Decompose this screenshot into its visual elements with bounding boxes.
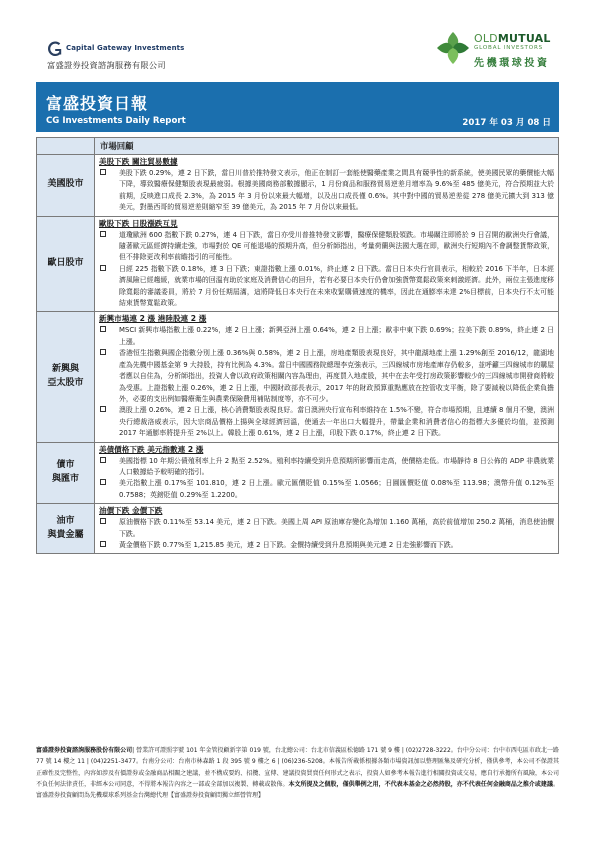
- category-bond: [37, 442, 95, 504]
- capital-gateway-logo-icon: [47, 40, 63, 58]
- disclaimer-footer: [36, 745, 559, 801]
- list-item: [99, 348, 554, 405]
- item-text: 日經 225 指數下跌 0.18%，連 3 日下跌；東證指數上漲 0.01%，終止連 2 日下跌。當日日本央行官員表示，相較於 2016 下半年，日本經濟風險已經趨緩，就業市場的回溫有助於家庭及消費信心的回升，若有必要日本央行仍會加強貨幣寬鬆政策來刺激經濟。此外，兩位主張進度移除寬鬆的審議委員，將於 7 月份任期屆滿，這將降低日本央行在未來收緊購債速度的機率，因此在通膨率未達 2%目標前，日本央行不太可能結束貨幣寬鬆政策。: [119, 264, 554, 308]
- category-label: 油市: [56, 515, 75, 526]
- capital-gateway-logo: [47, 40, 287, 70]
- footer-body: | 營業許可證照字號 101 年金管投顧新字第 019 號，台北總公司：台北市信義區松德路 171 號 9 樓 | (02)2728-3222。台中分公司：台中市西屯區市政北一路 77 號 14 樓之 11 | (04)2251-3477。台南分公司：台南市林森路 1 段 395 號 9 樓之 6 | (06)236-5208。本報告所載係根據各類市場資訊加以整理匯集及研究分析，僅供參考，本公司不保證其正確性及完整性，內容如涉及有價證券或金融商品相關之建議，並不構成要約、招攬、宣傳、建議投資買賣任何形式之表示，投資人如參考本報告進行相關投資或交易，應自行承擔所有風險，本公司不負任何法律責任，非經本公司同意，不得將本報告內容之一部或全部加以複製、轉載或散佈。: [36, 747, 559, 788]
- section-body-eu: [95, 216, 559, 312]
- list-item: [99, 517, 554, 540]
- checkbox-bullet-icon: [100, 265, 106, 271]
- market-review-table: [36, 137, 559, 554]
- category-label: 新興與: [51, 364, 79, 375]
- section-us: [37, 155, 559, 217]
- checkbox-bullet-icon: [100, 457, 106, 463]
- category-label: 債市: [56, 459, 75, 470]
- capital-gateway-name-en: Capital Gateway Investments: [66, 44, 185, 52]
- list-item: [99, 168, 554, 214]
- footer-tail: 。富盛證券投資顧問為先機環球系列基金台灣總代理【富盛證券投資顧問獨立經營管理】: [36, 780, 559, 800]
- footer-company-name: 富盛證券投資諮詢服務股份有限公司: [36, 747, 133, 754]
- section-body-us: [95, 155, 559, 217]
- checkbox-bullet-icon: [100, 406, 106, 412]
- list-item: [99, 264, 554, 310]
- checkbox-bullet-icon: [100, 349, 106, 355]
- old-mutual-name: [474, 32, 551, 45]
- report-title: 富盛投資日報: [46, 94, 149, 113]
- checkbox-bullet-icon: [100, 326, 106, 332]
- old-mutual-subtitle: GLOBAL INVESTORS: [474, 45, 544, 51]
- report-date: 2017 年 03 月 08 日: [462, 118, 551, 128]
- section-oil: [37, 504, 559, 554]
- item-text: 黃金價格下跌 0.77%至 1,215.85 美元，連 2 日下跌。金價持續受到升息預期與美元連 2 日走強影響而下跌。: [119, 540, 458, 549]
- capital-gateway-name-zh: 富盛證券投資諮詢服務有限公司: [47, 60, 166, 70]
- old-mutual-leaf-icon: [436, 31, 470, 65]
- section-title-eu: 歐股下跌 日股漲跌互見: [99, 218, 178, 228]
- list-item: [99, 405, 554, 439]
- section-body-oil: [95, 504, 559, 554]
- section-em: [37, 312, 559, 442]
- old-mutual-name-part-a: OLD: [474, 32, 498, 45]
- section-bond: [37, 442, 559, 504]
- item-text: 美股下跌 0.29%，連 2 日下跌，當日川普於推特發文表示，他正在制訂一套能使醫藥產業之間具有競爭性的新系統，使美國民眾的藥價能大幅下降，導致醫療保健類股表現最疲弱。根據美國商務部數據顯示，1 月份商品和服務貿易逆差月增率為 9.6%至 485 億美元，符合預期並大於前期，反映進口成長 2.3%，為 2015 年 3 月份以來最大幅增，以及出口成長僅 0.6%。其中對中國的貿易逆差從 278 億美元擴大到 313 億美元，對墨西哥的貿易逆差則縮窄至 39 億美元，為 2015 年 7 月份以來最低。: [119, 169, 554, 212]
- footer-notice: 本文所提及之個股，僅供舉例之用，不代表本基金之必然持股，亦不代表任何金融商品之推介或建議: [288, 780, 553, 788]
- list-item: [99, 230, 554, 264]
- category-label: 歐日股市: [47, 258, 84, 269]
- item-text: MSCI 新興市場指數上漲 0.22%，連 2 日上漲；新興亞洲上漲 0.64%，連 2 日上漲；歐非中東下跌 0.69%；拉美下跌 0.89%，終止連 2 日上漲。: [119, 326, 554, 346]
- category-label: 亞太股市: [47, 378, 84, 388]
- item-text: 澳股上漲 0.26%，連 2 日上漲，核心消費類股表現良好。當日澳洲央行宣布利率維持在 1.5%不變，符合市場預期，且連續 8 個月不變，澳洲央行總裁洛威表示，因大宗商品價格上揚與全球經濟回溫，使通去一年出口大幅提升，帶量企業和消費者信心的指標大多優於均值，並預測 2017 年通膨率將提升至 2%以上。韓股上漲 0.61%，連 2 日上漲，印股下跌 0.17%，終止連 2 日下跌。: [119, 406, 554, 438]
- checkbox-bullet-icon: [100, 479, 106, 485]
- list-item: [99, 456, 554, 479]
- checkbox-bullet-icon: [100, 518, 106, 524]
- category-eu: [37, 216, 95, 312]
- section-body-em: [95, 312, 559, 442]
- checkbox-bullet-icon: [100, 541, 106, 547]
- item-text: 美國指標 10 年期公債殖利率上升 2 點至 2.52%。殖利率持續受到升息預期所影響而走高，使價格走低。市場靜待 8 日公佈的 ADP 非農就業人口數據給予較明確的指引。: [119, 456, 554, 476]
- old-mutual-name-part-b: MUTUAL: [497, 32, 551, 45]
- old-mutual-name-zh: 先機環球投資: [474, 58, 550, 69]
- category-label: 與匯市: [51, 473, 79, 484]
- checkbox-bullet-icon: [100, 231, 106, 237]
- category-oil: [37, 504, 95, 554]
- review-header: 市場回顧: [95, 138, 559, 155]
- category-em: [37, 312, 95, 442]
- report-header: [0, 0, 595, 82]
- review-header-blank: [37, 138, 95, 155]
- section-eu: [37, 216, 559, 312]
- list-item: [99, 540, 554, 551]
- list-item: [99, 478, 554, 501]
- old-mutual-logo: [436, 31, 566, 71]
- section-title-oil: 油價下跌 金價下跌: [99, 506, 163, 516]
- category-label: 與貴金屬: [47, 529, 84, 540]
- section-body-bond: [95, 442, 559, 504]
- section-title-us: 美股下跌 關注貿易數據: [99, 157, 178, 166]
- report-subtitle: CG Investments Daily Report: [46, 116, 186, 126]
- item-text: 香港恒生指數與國企指數分別上漲 0.36%與 0.58%，連 2 日上漲，房地產類股表現良好，其中龍湖地產上漲 1.29%創至 2016/12，龍湖地產為先機中國基金第 9 大持股，持有比例為 4.3%。當日中國國務院總理李克強表示，三四線城市房地產庫存仍較多，並呼籲三四線城市的購屋者應以自住為，分析師指出，投資人會以政府政策相關內容為理由，再度買入地產股，其中在去年受打房政策影響較少的三四線城市開發商將較為受惠。上證指數上漲 0.26%，連 2 日上漲，中國財政部長表示，2017 年的財政預算重點應放在控管收支平衡，除了要減稅以降低企業負擔外，必要的支出例如醫療衛生與農業保險費用補貼制度等，亦不可少。: [119, 349, 555, 403]
- checkbox-bullet-icon: [100, 169, 106, 175]
- list-item: [99, 325, 554, 348]
- section-title-em: 新興市場連 2 漲 港陸股連 2 漲: [99, 314, 207, 324]
- category-us: [37, 155, 95, 217]
- item-text: 原油價格下跌 0.11%至 53.14 美元，連 2 日下跌。美國上周 API 原油庫存變化為增加 1.160 萬桶，高於前值增加 250.2 萬桶，消息使油價下跌。: [119, 518, 554, 538]
- item-text: 道瓊歐洲 600 指數下跌 0.27%，連 4 日下跌，當日亦受川普推特發文影響，醫療保健類股領跌。市場關注即將於 9 日召開的歐洲央行會議，隨著歐元區經濟持續走強，市場對於 QE 可能退場的預期升高，但分析師指出，考量荷蘭與法國大選在即，歐洲央行短期內不會調整貨幣政策，但不排除更改利率前瞻指引的可能性。: [119, 230, 554, 262]
- title-banner: [36, 82, 559, 132]
- category-label: 美國股市: [47, 179, 84, 190]
- section-title-bond: 美債價格下跌 美元指數連 2 漲: [99, 444, 204, 454]
- item-text: 美元指數上漲 0.17%至 101.810，連 2 日上漲。歐元匯價貶值 0.15%至 1.0566；日圓匯價貶值 0.08%至 113.98；澳幣升值 0.12%至 0.7588；英鎊貶值 0.29%至 1.2200。: [119, 479, 554, 499]
